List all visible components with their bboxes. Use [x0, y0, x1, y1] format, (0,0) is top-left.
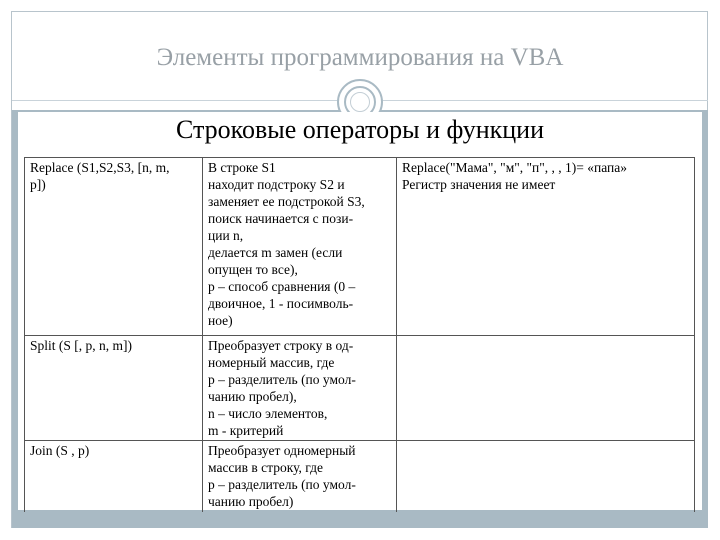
- cell-text: p – разделитель (по умол-: [208, 372, 356, 387]
- cell-text: m - критерий: [208, 423, 284, 438]
- cell-text: n – число элементов,: [208, 406, 328, 421]
- table-row: [25, 158, 695, 336]
- cell-text: Join (S , p): [30, 443, 90, 458]
- syntax-cell: [25, 158, 203, 336]
- example-cell: [397, 336, 695, 441]
- cell-text: Преобразует строку в од-: [208, 338, 354, 353]
- content-area: [18, 112, 702, 510]
- example-cell: [397, 441, 695, 517]
- cell-text: находит подстроку S2 и: [208, 177, 345, 192]
- cell-text: ное): [208, 313, 233, 328]
- syntax-cell: [25, 336, 203, 441]
- cell-text: p – разделитель (по умол-: [208, 477, 356, 492]
- cell-text: p]): [30, 177, 46, 192]
- cell-text: опущен то все),: [208, 262, 298, 277]
- table-row: [25, 336, 695, 441]
- cell-text: Replace("Мама", "м", "п", , , 1)= «папа»: [402, 160, 627, 175]
- cell-text: массив в строку, где: [208, 460, 323, 475]
- description-cell: [203, 336, 397, 441]
- cell-text: чанию пробел),: [208, 389, 297, 404]
- cell-text: Split (S [, p, n, m]): [30, 338, 133, 353]
- functions-table: [24, 157, 695, 517]
- cell-text: В строке S1: [208, 160, 276, 175]
- cell-text: Преобразует одномерный: [208, 443, 356, 458]
- cell-text: делается m замен (если: [208, 245, 343, 260]
- cell-text: номерный массив, где: [208, 355, 335, 370]
- description-cell: [203, 158, 397, 336]
- cell-text: p – способ сравнения (0 –: [208, 279, 356, 294]
- description-cell: [203, 441, 397, 517]
- example-cell: [397, 158, 695, 336]
- cell-text: ции n,: [208, 228, 244, 243]
- cell-text: двоичное, 1 - посимволь-: [208, 296, 354, 311]
- cell-text: заменяет ее подстрокой S3,: [208, 194, 365, 209]
- cell-text: Replace (S1,S2,S3, [n, m,: [30, 160, 170, 175]
- bottom-band: [12, 512, 708, 528]
- table-row: [25, 441, 695, 517]
- cell-text: чанию пробел): [208, 494, 294, 509]
- slide-title: Элементы программирования на VBA: [156, 44, 564, 71]
- syntax-cell: [25, 441, 203, 517]
- cell-text: поиск начинается с пози-: [208, 211, 354, 226]
- section-heading: Строковые операторы и функции: [176, 115, 544, 144]
- cell-text: Регистр значения не имеет: [402, 177, 556, 192]
